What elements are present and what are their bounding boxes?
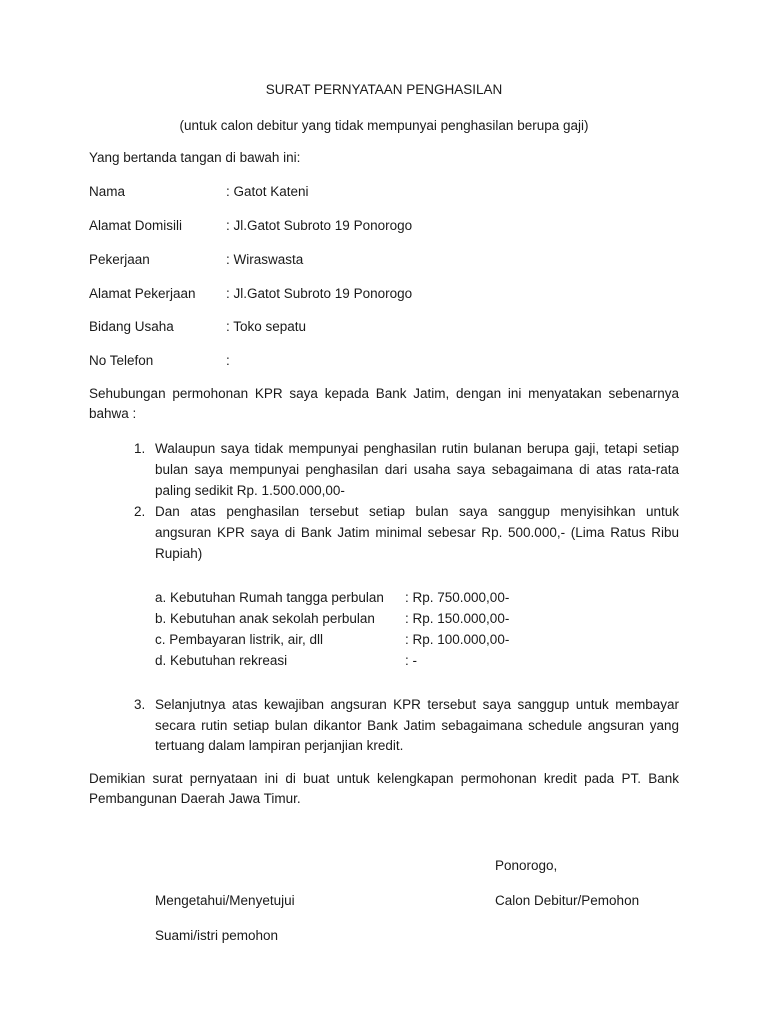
list-item-line: secara rutin setiap bulan dikantor Bank Jatim sebagaimana schedule angsuran yang (155, 718, 679, 733)
list-item-line: Dan atas penghasilan tersebut setiap bulan saya sanggup menyisihkan untuk (155, 504, 679, 519)
field-label: Alamat Pekerjaan (89, 286, 196, 301)
expense-value: : Rp. 150.000,00- (405, 611, 510, 626)
list-item-line: Selanjutnya atas kewajiban angsuran KPR tersebut saya sanggup untuk membayar (155, 697, 679, 712)
field-label: Alamat Domisili (89, 218, 183, 233)
field-value: : (226, 353, 230, 368)
field-label: No Telefon (89, 353, 154, 368)
expense-label: a. Kebutuhan Rumah tangga perbulan (155, 590, 384, 605)
list-item-line: tertuang dalam lampiran perjanjian kredit. (155, 738, 404, 753)
expense-label: c. Pembayaran listrik, air, dll (155, 632, 324, 647)
list-item-line: bulan saya mempunyai penghasilan dari usaha saya sebagaimana di atas rata-rata (155, 462, 679, 477)
list-item-line: Rupiah) (155, 546, 203, 561)
field-label: Bidang Usaha (89, 319, 174, 334)
closing-line: Demikian surat pernyataan ini di buat untuk kelengkapan permohonan kredit pada PT. Bank (89, 771, 679, 786)
signature-left-label: Mengetahui/Menyetujui (155, 893, 295, 908)
expense-value: : - (405, 653, 417, 668)
intro-text: Yang bertanda tangan di bawah ini: (89, 150, 301, 165)
list-number: 1. (134, 441, 146, 456)
document-subtitle: (untuk calon debitur yang tidak mempunyai penghasilan berupa gaji) (179, 118, 589, 133)
closing-line: Pembangunan Daerah Jawa Timur. (89, 791, 301, 806)
expense-label: b. Kebutuhan anak sekolah perbulan (155, 611, 375, 626)
list-item-line: angsuran KPR saya di Bank Jatim minimal sebesar Rp. 500.000,- (Lima Ratus Ribu (155, 525, 679, 540)
field-label: Nama (89, 184, 126, 199)
field-value: : Jl.Gatot Subroto 19 Ponorogo (226, 286, 413, 301)
list-item-line: Walaupun saya tidak mempunyai penghasilan rutin bulanan berupa gaji, tetapi setiap (155, 441, 679, 456)
field-value: : Wiraswasta (226, 252, 304, 267)
field-value: : Toko sepatu (226, 319, 307, 334)
field-value: : Gatot Kateni (226, 184, 309, 199)
statement-line: bahwa : (89, 406, 137, 421)
signature-left-sub: Suami/istri pemohon (155, 928, 279, 943)
document-title: SURAT PERNYATAAN PENGHASILAN (265, 82, 503, 97)
expense-label: d. Kebutuhan rekreasi (155, 653, 288, 668)
list-item-line: paling sedikit Rp. 1.500.000,00- (155, 483, 345, 498)
signature-right-label: Calon Debitur/Pemohon (495, 893, 640, 908)
expense-value: : Rp. 750.000,00- (405, 590, 510, 605)
field-value: : Jl.Gatot Subroto 19 Ponorogo (226, 218, 413, 233)
signature-place: Ponorogo, (495, 858, 558, 873)
list-number: 2. (134, 504, 146, 519)
expense-value: : Rp. 100.000,00- (405, 632, 510, 647)
field-label: Pekerjaan (89, 252, 150, 267)
list-number: 3. (134, 697, 146, 712)
statement-line: Sehubungan permohonan KPR saya kepada Bank Jatim, dengan ini menyatakan sebenarnya (89, 386, 679, 401)
